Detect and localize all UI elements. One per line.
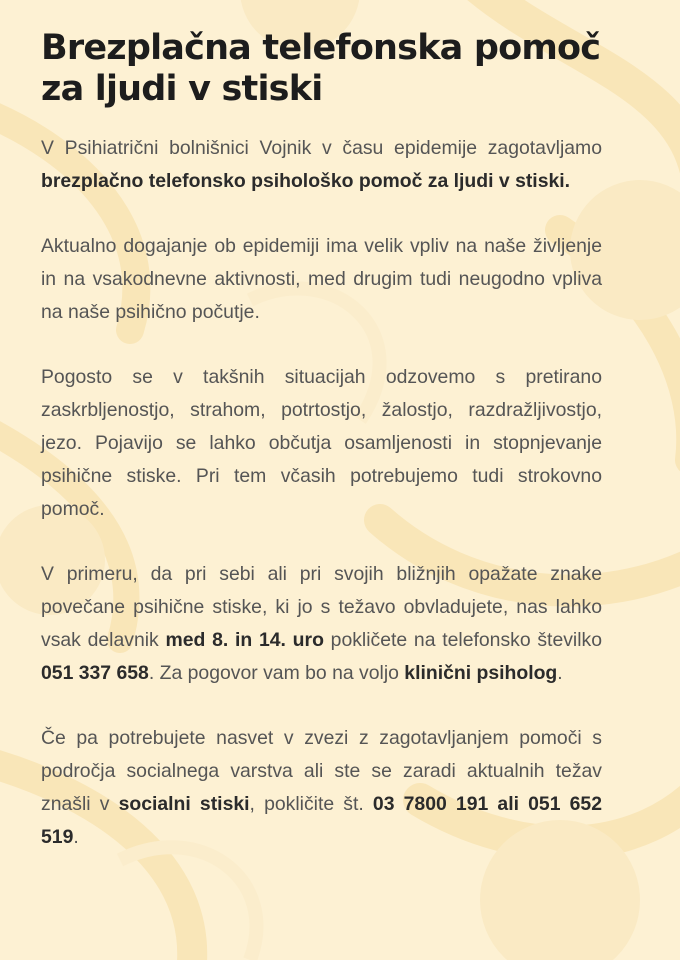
text-segment: V primeru, da pri sebi ali pri svojih bližnjih opažate znake povečane psihične stiske, ki jo s težavo obvladujete, nas lahko vsak delavnik <box>41 563 602 651</box>
text-segment: pokličete na telefonsko številko <box>323 629 603 651</box>
document-title: Brezplačna telefonska pomoč za ljudi v stiski <box>41 28 601 109</box>
text-segment: Pogosto se v takšnih situacijah odzovemo s pretirano zaskrbljenostjo, strahom, potrtostjo, žalostjo, razdražljivostjo, jezo. Pojavijo se lahko občutja osamljenosti in stopnjevanje psihične stiske. Pri tem včasih potrebujemo tudi strokovno pomoč. <box>41 366 602 520</box>
document-body <box>41 28 602 854</box>
text-segment: Aktualno dogajanje ob epidemiji ima velik vpliv na naše življenje in na vsakodnevne aktivnosti, med drugim tudi neugodno vpliva na naše psihično počutje. <box>41 235 602 323</box>
text-segment: V Psihiatrični bolnišnici Vojnik v času epidemije zagotavljamo <box>41 137 602 159</box>
paragraph-social-contact <box>41 722 602 854</box>
paragraph-intro <box>41 132 602 198</box>
text-segment: . <box>557 662 563 684</box>
bold-text: 03 7800 191 ali 051 652 519 <box>41 793 602 848</box>
paragraph-reactions <box>41 361 602 526</box>
text-segment: , pokličite št. <box>249 793 373 815</box>
text-segment: . <box>73 826 79 848</box>
bold-text: klinični psiholog <box>404 662 558 684</box>
bold-text: med 8. in 14. uro <box>165 629 324 651</box>
bold-text: 051 337 658 <box>41 662 149 684</box>
paragraph-psychologist-contact <box>41 558 602 690</box>
text-segment: Če pa potrebujete nasvet v zvezi z zagotavljanjem pomoči s področja socialnega varstva ali ste se zaradi aktualnih težav znašli v <box>41 727 602 815</box>
bold-text: brezplačno telefonsko psihološko pomoč za ljudi v stiski. <box>41 170 571 192</box>
paragraph-impact <box>41 230 602 329</box>
bold-text: socialni stiski <box>118 793 250 815</box>
text-segment: . Za pogovor vam bo na voljo <box>148 662 405 684</box>
